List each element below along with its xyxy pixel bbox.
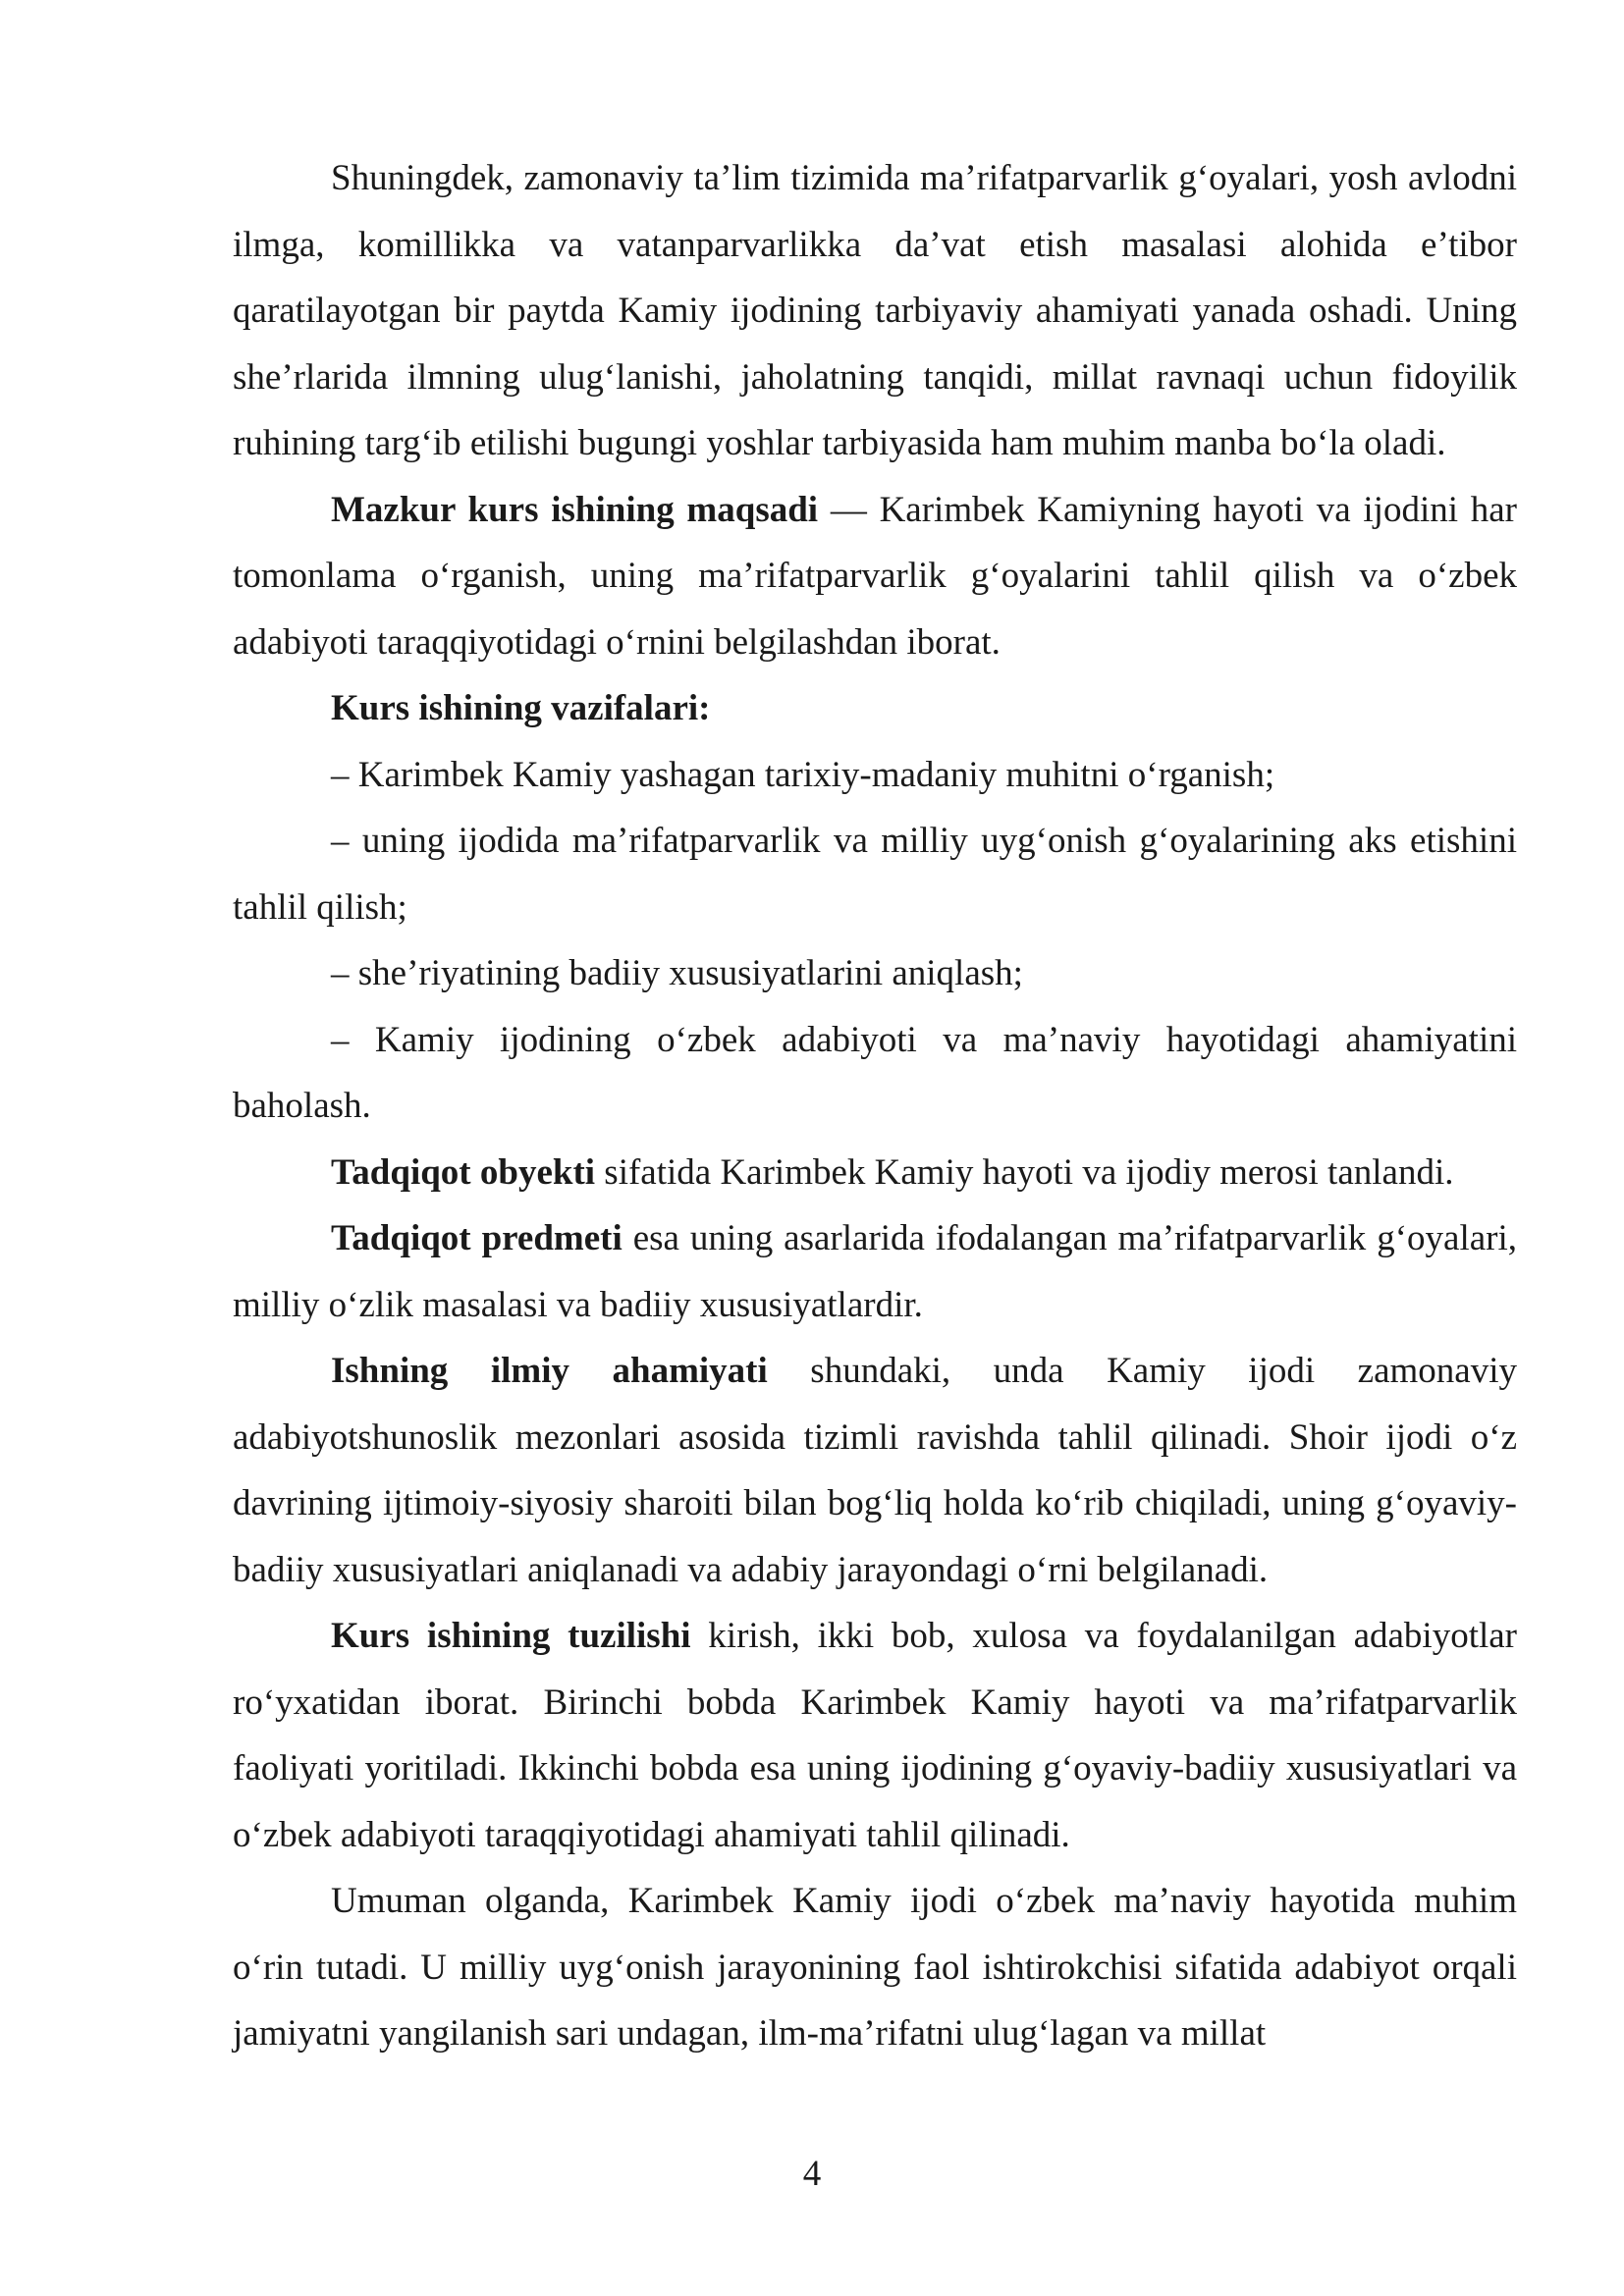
subject-heading: Tadqiqot predmeti (331, 1218, 623, 1258)
object-text: sifatida Karimbek Kamiy hayoti va ijodiy merosi tanlandi. (595, 1151, 1454, 1193)
paragraph-subject (233, 1205, 1517, 1338)
structure-text: kirish, ikki bob, xulosa va foydalanilgan adabiyotlar ro‘yxatidan iborat. Birinchi bobda Karimbek Kamiy hayoti va ma’rifatparvarlik faoliyati yoritiladi. Ikkinchi bobda esa uning ijodining g‘oyaviy-badiiy xususiyatlari va o‘zbek adabiyoti taraqqiyotidagi ahamiyati tahlil qilinadi. (233, 1616, 1517, 1855)
paragraph-structure (233, 1603, 1517, 1868)
page-number: 4 (802, 2154, 822, 2194)
significance-text: shundaki, unda Kamiy ijodi zamonaviy adabiyotshunoslik mezonlari asosida tizimli ravishda tahlil qilinadi. Shoir ijodi o‘z davrining ijtimoiy-siyosiy sharoiti bilan bog‘liq holda ko‘rib chiqiladi, uning g‘oyaviy-badiiy xususiyatlari aniqlanadi va adabiy jarayondagi o‘rni belgilanadi. (233, 1351, 1517, 1590)
object-heading: Tadqiqot obyekti (331, 1151, 596, 1193)
task-item-3 (233, 940, 1517, 1007)
goal-text: — Karimbek Kamiyning hayoti va ijodini har tomonlama o‘rganish, uning ma’rifatparvarlik g‘oyalarini tahlil qilish va o‘zbek adabiyoti taraqqiyotidagi o‘rnini belgilashdan iborat. (233, 489, 1517, 663)
paragraph-object (233, 1140, 1517, 1206)
paragraph-intro (233, 145, 1517, 477)
task-item-2-text: – uning ijodida ma’rifatparvarlik va milliy uyg‘onish g‘oyalarining aks etishini tahlil qilish; (233, 821, 1517, 928)
task-item-4 (233, 1007, 1517, 1140)
task-item-1-text: – Karimbek Kamiy yashagan tarixiy-madaniy muhitni o‘rganish; (331, 754, 1275, 795)
significance-heading: Ishning ilmiy ahamiyati (331, 1351, 768, 1391)
paragraph-significance (233, 1338, 1517, 1603)
goal-heading: Mazkur kurs ishining maqsadi (331, 489, 819, 530)
task-item-3-text: – she’riyatining badiiy xususiyatlarini aniqlash; (331, 953, 1023, 993)
document-page (233, 145, 1517, 2067)
task-item-2 (233, 808, 1517, 940)
paragraph-conclusion (233, 1868, 1517, 2067)
task-item-1 (233, 742, 1517, 809)
paragraph-goal (233, 477, 1517, 676)
tasks-heading (233, 675, 1517, 742)
task-item-4-text: – Kamiy ijodining o‘zbek adabiyoti va ma’naviy hayotidagi ahamiyatini baholash. (233, 1019, 1517, 1126)
tasks-heading-text: Kurs ishining vazifalari: (331, 688, 711, 728)
paragraph-conclusion-text: Umuman olganda, Karimbek Kamiy ijodi o‘zbek ma’naviy hayotida muhim o‘rin tutadi. U milliy uyg‘onish jarayonining faol ishtirokchisi sifatida adabiyot orqali jamiyatni yangilanish sari undagan, ilm-ma’rifatni ulug‘lagan va millat (233, 1881, 1517, 2054)
paragraph-intro-text: Shuningdek, zamonaviy ta’lim tizimida ma’rifatparvarlik g‘oyalari, yosh avlodni ilmga, komillikka va vatanparvarlikka da’vat etish masalasi alohida e’tibor qaratilayotgan bir paytda Kamiy ijodining tarbiyaviy ahamiyati yanada oshadi. Uning she’rlarida ilmning ulug‘lanishi, jaholatning tanqidi, millat ravnaqi uchun fidoyilik ruhining targ‘ib etilishi bugungi yoshlar tarbiyasida ham muhim manba bo‘la oladi. (233, 158, 1517, 463)
structure-heading: Kurs ishining tuzilishi (331, 1616, 691, 1656)
subject-text: esa uning asarlarida ifodalangan ma’rifatparvarlik g‘oyalari, milliy o‘zlik masalasi va badiiy xususiyatlardir. (233, 1218, 1517, 1325)
